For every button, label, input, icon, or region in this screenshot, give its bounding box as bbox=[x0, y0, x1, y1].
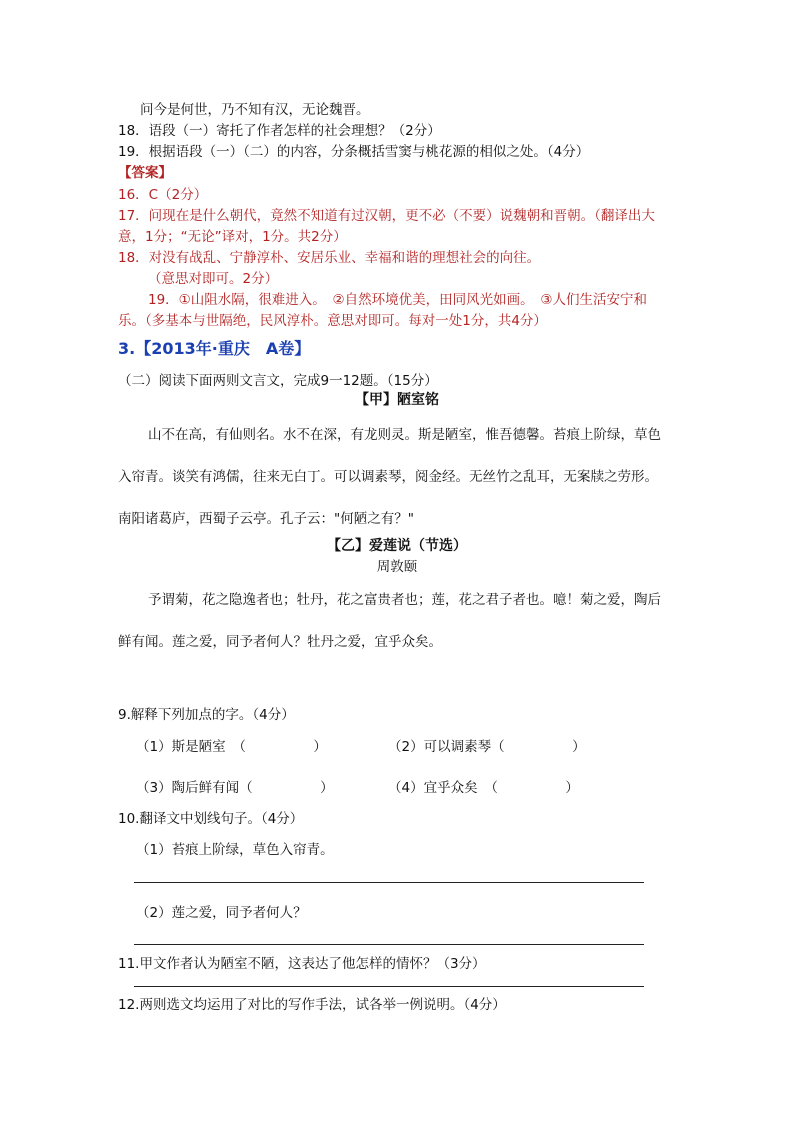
text-b-line1: 予谓菊，花之隐逸者也；牡丹，花之富贵者也；莲，花之君子者也。噫！菊之爱，陶后 bbox=[148, 592, 661, 608]
q9-item-3: （3）陶后鲜有闻（ ） bbox=[136, 780, 334, 796]
text-a-line2: 入帘青。谈笑有鸿儒，往来无白丁。可以调素琴，阅金经。无丝竹之乱耳，无案牍之劳形。 bbox=[118, 469, 658, 485]
answer-line-3[interactable] bbox=[134, 986, 644, 987]
text-b-line2: 鲜有闻。莲之爱，同予者何人？牡丹之爱，宜乎众矣。 bbox=[118, 634, 442, 650]
section-intro: （二）阅读下面两则文言文，完成9一12题。（15分） bbox=[118, 373, 438, 389]
q9-item-1: （1）斯是陋室 （ ） bbox=[136, 739, 327, 755]
question-10: 10.翻译文中划线句子。（4分） bbox=[118, 811, 304, 827]
q9-item-2: （2）可以调素琴（ ） bbox=[388, 739, 586, 755]
answer-line-2[interactable] bbox=[134, 944, 644, 945]
q9-item-4: （4）宜乎众矣 （ ） bbox=[388, 780, 579, 796]
question-11: 11.甲文作者认为陋室不陋，这表达了他怎样的情怀？（3分） bbox=[118, 956, 486, 972]
answer-line-1[interactable] bbox=[134, 882, 644, 883]
answer-17-line2: 意，1分；“无论”译对，1分。共2分） bbox=[118, 229, 347, 245]
q10-item-2: （2）莲之爱，同予者何人？ bbox=[136, 905, 307, 921]
answer-heading: 【答案】 bbox=[118, 165, 172, 181]
question-12: 12.两则选文均运用了对比的写作手法，试各举一例说明。（4分） bbox=[118, 997, 506, 1013]
answer-18-line2: （意思对即可。2分） bbox=[148, 271, 279, 287]
text-a-line1: 山不在高，有仙则名。水不在深，有龙则灵。斯是陋室，惟吾德馨。苔痕上阶绿，草色 bbox=[148, 427, 661, 443]
question-9: 9.解释下列加点的字。（4分） bbox=[118, 707, 295, 723]
question-18: 18．语段（一）寄托了作者怎样的社会理想？（2分） bbox=[118, 123, 441, 139]
answer-18-line1: 18．对没有战乱、宁静淳朴、安居乐业、幸福和谐的理想社会的向往。 bbox=[118, 250, 541, 266]
answer-19-line1: 19．①山阻水隔，很难进入。 ②自然环境优美，田同风光如画。 ③人们生活安宁和 bbox=[148, 292, 647, 308]
text-a-title: 【甲】陋室铭 bbox=[355, 392, 439, 408]
text-a-line3: 南阳诸葛庐，西蜀子云亭。孔子云："何陋之有？" bbox=[118, 511, 414, 527]
answer-16: 16．C（2分） bbox=[118, 187, 208, 203]
question-19: 19．根据语段（一）（二）的内容，分条概括雪窦与桃花源的相似之处。（4分） bbox=[118, 144, 590, 160]
answer-17-line1: 17．问现在是什么朝代，竟然不知道有过汉朝，更不必（不要）说魏朝和晋朝。（翻译出大 bbox=[118, 208, 655, 224]
text-b-author: 周敦颐 bbox=[376, 559, 418, 575]
quote-line: 问今是何世，乃不知有汉，无论魏晋。 bbox=[140, 102, 370, 118]
text-b-title: 【乙】爱莲说（节选） bbox=[327, 538, 467, 554]
q10-item-1: （1）苔痕上阶绿，草色入帘青。 bbox=[136, 842, 334, 858]
section-heading: 3.【2013年·重庆 A卷】 bbox=[118, 339, 311, 358]
answer-19-line2: 乐。（多基本与世隔绝，民风淳朴。意思对即可。每对一处1分，共4分） bbox=[118, 313, 547, 329]
